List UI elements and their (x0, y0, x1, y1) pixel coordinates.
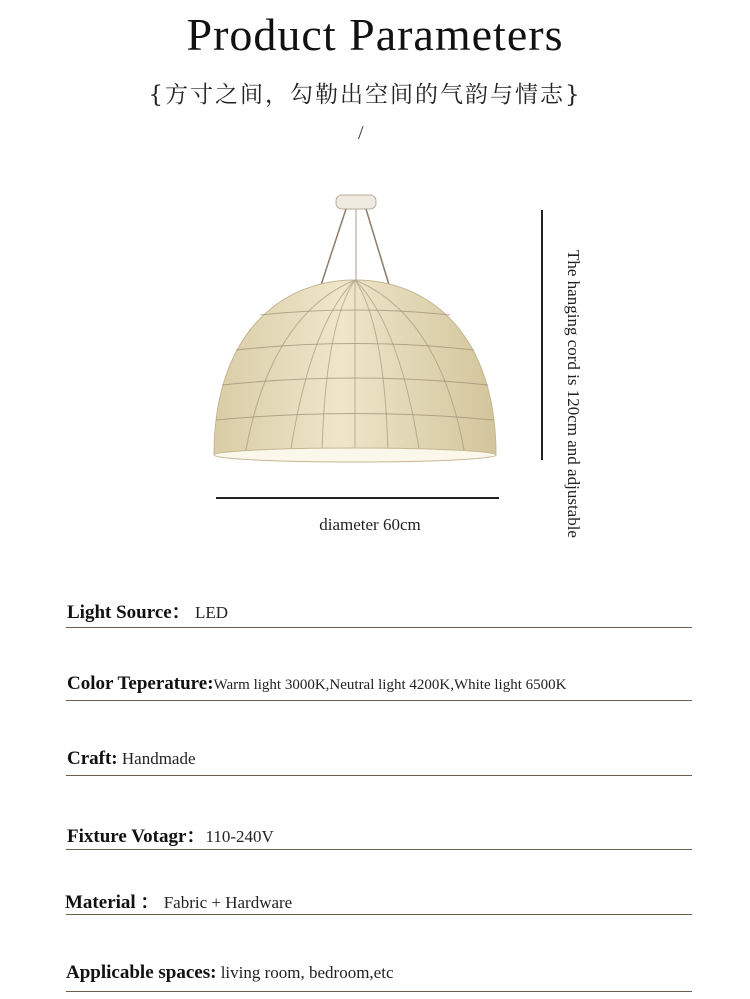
diameter-note: diameter 60cm (319, 515, 421, 534)
divider-line (66, 849, 692, 850)
param-craft (67, 748, 196, 770)
param-value: living room, bedroom,etc (216, 963, 394, 982)
divider-line (66, 700, 692, 701)
param-voltage (67, 821, 274, 848)
param-label: Light Source： (67, 602, 191, 623)
divider-line (66, 627, 692, 628)
param-value: Fabric + Hardware (159, 893, 293, 912)
param-label: Fixture Votagr： (67, 826, 206, 847)
param-value: Handmade (117, 749, 196, 768)
param-value: 110-240V (205, 827, 274, 846)
pendant-lamp-image (200, 185, 510, 475)
suspension-wire (320, 209, 346, 288)
divider-line (66, 914, 692, 915)
param-color-temperature (67, 673, 566, 695)
param-material (65, 887, 292, 914)
suspension-wire (366, 209, 390, 288)
param-light-source (67, 597, 228, 624)
param-label: Material ： (65, 892, 160, 913)
cord-length-indicator (541, 210, 543, 460)
divider-line (66, 991, 692, 992)
param-label: Color Teperature: (67, 673, 214, 694)
param-label: Applicable spaces: (66, 962, 217, 983)
param-applicable-spaces (66, 962, 394, 984)
divider-line (66, 775, 692, 776)
diameter-indicator (216, 497, 499, 499)
param-value: LED (190, 603, 228, 622)
param-value: Warm light 3000K,Neutral light 4200K,White light 6500K (213, 677, 567, 693)
page-subtitle: {方寸之间，勾勒出空间的气韵与情志} (148, 82, 582, 108)
shade-rim (214, 448, 496, 462)
param-label: Craft: (67, 748, 118, 769)
divider-slash: / (358, 122, 364, 144)
page-title: Product Parameters (186, 9, 564, 60)
ceiling-canopy (336, 195, 376, 209)
cord-length-note: The hanging cord is 120cm and adjustable (564, 250, 583, 538)
